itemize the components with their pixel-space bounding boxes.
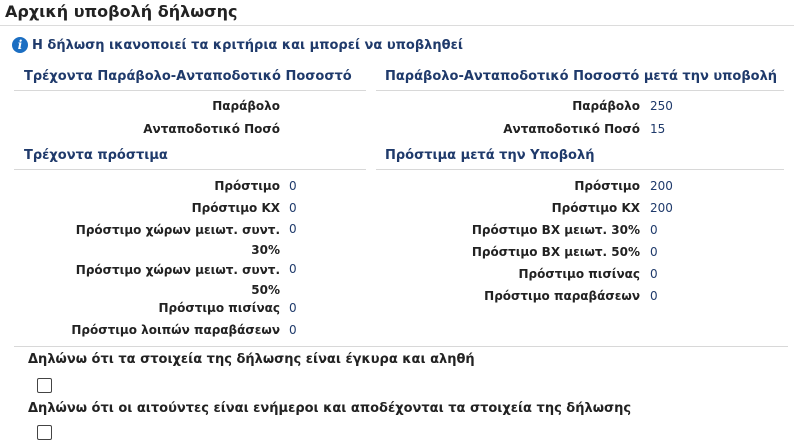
after-fine-value: 200 [650,179,673,193]
current-fee-label: Παράβολο [212,99,280,113]
after-fee-title: Παράβολο-Ανταποδοτικό Ποσοστό μετά την υποβολή [385,69,778,84]
after-fine-bx30-label: Πρόστιμο ΒΧ μειωτ. 30% [471,223,640,237]
current-fines-title: Τρέχοντα πρόστιμα [24,148,168,163]
after-fine-bx50-label: Πρόστιμο ΒΧ μειωτ. 50% [471,245,640,259]
after-fine-violations-value: 0 [650,289,658,303]
current-fine-value: 0 [289,179,297,193]
current-fine-pool-value: 0 [289,301,297,315]
current-fine-other-label: Πρόστιμο λοιπών παραβάσεων [71,323,280,337]
declaration-aware-checkbox[interactable] [37,425,52,440]
current-fine-50-label: Πρόστιμο χώρων μειωτ. συντ. 50% [75,263,280,297]
after-fee-value: 250 [650,99,673,113]
current-fine-label: Πρόστιμο [214,179,280,193]
current-fine-50-value: 0 [289,262,297,276]
after-reciprocal-label: Ανταποδοτικό Ποσό [503,122,640,136]
current-fine-30-value: 0 [289,222,297,236]
after-fines-title: Πρόστιμα μετά την Υποβολή [385,148,595,163]
page-title: Αρχική υποβολή δήλωσης [5,2,238,21]
current-fine-other-value: 0 [289,323,297,337]
after-fine-pool-label: Πρόστιμο πισίνας [518,267,640,281]
info-message [12,35,463,55]
current-fine-pool-label: Πρόστιμο πισίνας [158,301,280,315]
declaration-aware-text: Δηλώνω ότι οι αιτούντες είναι ενήμεροι και αποδέχονται τα στοιχεία της δήλωσης [28,401,632,416]
current-fine-kx-value: 0 [289,201,297,215]
title-divider [0,25,794,26]
after-reciprocal-value: 15 [650,122,666,136]
current-fee-title: Τρέχοντα Παράβολο-Ανταποδοτικό Ποσοστό [24,69,352,84]
declarations-divider [14,346,788,347]
after-fee-label: Παράβολο [572,99,640,113]
declaration-valid-text: Δηλώνω ότι τα στοιχεία της δήλωσης είναι έγκυρα και αληθή [28,352,475,367]
after-fee-divider [376,90,784,91]
current-reciprocal-label: Ανταποδοτικό Ποσό [143,122,280,136]
current-fine-30-label: Πρόστιμο χώρων μειωτ. συντ. 30% [75,223,280,257]
after-fine-kx-value: 200 [650,201,673,215]
current-fines-divider [14,169,366,170]
info-message-text: Η δήλωση ικανοποιεί τα κριτήρια και μπορεί να υποβληθεί [32,37,463,53]
info-icon: i [12,37,28,53]
current-fine-kx-label: Πρόστιμο ΚΧ [191,201,280,215]
after-fine-bx50-value: 0 [650,245,658,259]
after-fine-bx30-value: 0 [650,223,658,237]
current-fee-divider [14,90,366,91]
after-fine-kx-label: Πρόστιμο ΚΧ [551,201,640,215]
after-fine-pool-value: 0 [650,267,658,281]
after-fine-violations-label: Πρόστιμο παραβάσεων [484,289,640,303]
declaration-valid-checkbox[interactable] [37,378,52,393]
after-fines-divider [376,169,784,170]
after-fine-label: Πρόστιμο [574,179,640,193]
